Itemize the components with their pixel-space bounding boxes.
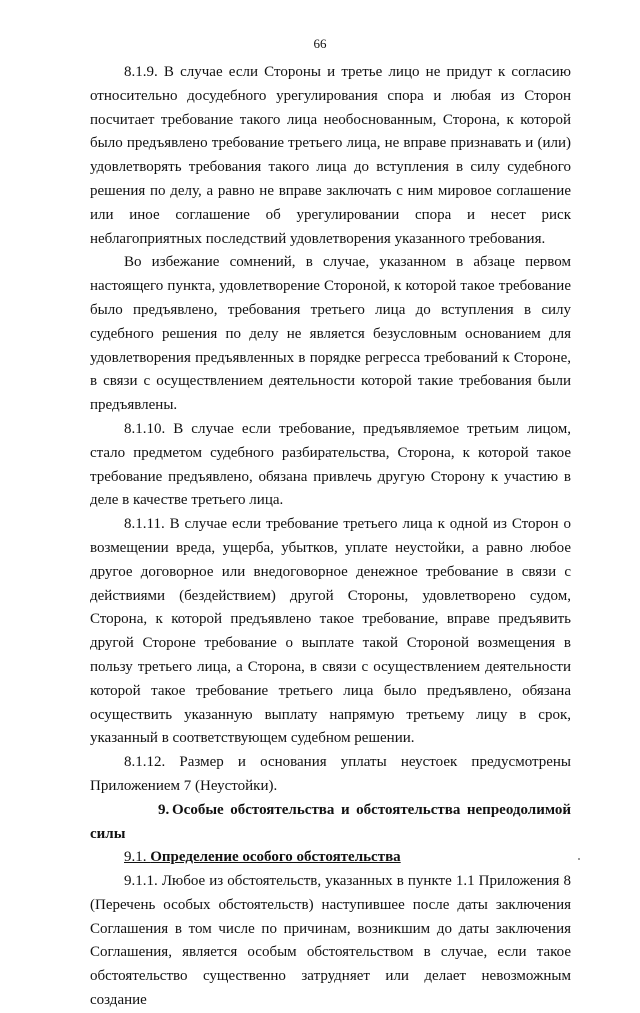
subsection-heading-9-1 [90, 846, 571, 870]
scan-dot [578, 858, 580, 860]
page-number: 66 [313, 36, 327, 51]
subsection-title: Определение особого обстоятельства [150, 849, 401, 866]
section-title: Особые обстоятельства и обстоятельства непреодолимой силы [90, 801, 571, 842]
subsection-number: 9.1. [124, 849, 151, 866]
paragraph-8-1-10: 8.1.10. В случае если требование, предъявляемое третьим лицом, стало предметом судебного разбирательства, Сторона, к которой такое требование предъявлено, обязана привлечь другую Сторону к участию в деле в качестве третьего лица. [90, 420, 571, 509]
paragraph-8-1-9-clarification: Во избежание сомнений, в случае, указанном в абзаце первом настоящего пункта, удовлетворение Стороной, к которой такое требование было предъявлено, требования третьего лица до вступления в силу судебного решения по делу не является безусловным основанием для удовлетворения предъявленных в порядке регресса требований к Стороне, в связи с осуществлением деятельности которой такие требования были предъявлены. [90, 254, 571, 414]
document-body [90, 61, 571, 1013]
section-number: 9. [158, 801, 170, 818]
paragraph-8-1-9: 8.1.9. В случае если Стороны и третье лицо не придут к согласию относительно досудебного урегулирования спора и любая из Сторон посчитает требование такого лица необоснованным, Сторона, к которой было предъявлено требование третьего лица, не вправе признавать и (или) удовлетворять требования такого лица до вступления в силу судебного решения по делу, а равно не вправе заключать с ним мировое соглашение или иное соглашение об урегулировании спора и несет риск неблагоприятных последствий удовлетворения указанного требования. [90, 64, 571, 247]
paragraph-8-1-12: 8.1.12. Размер и основания уплаты неустоек предусмотрены Приложением 7 (Неустойки). [90, 754, 571, 794]
section-heading-9 [90, 799, 571, 847]
paragraph-8-1-11: 8.1.11. В случае если требование третьего лица к одной из Сторон о возмещении вреда, ущерба, убытков, уплате неустойки, а равно любое другое договорное или внедоговорное денежное требование в связи с действиями (бездействием) другой Стороны, удовлетворено судом, Сторона, к которой предъявлено такое требование, вправе предъявить другой Стороне требование о выплате такой Стороной возмещения в пользу третьего лица, а Сторона, в связи с осуществлением деятельности которой такое требование третьего лица было предъявлено, обязана осуществить указанную выплату напрямую третьему лицу в срок, указанный в соответствующем судебном решении. [90, 516, 571, 747]
paragraph-9-1-1: 9.1.1. Любое из обстоятельств, указанных в пункте 1.1 Приложения 8 (Перечень особых обстоятельств) наступившее после даты заключения Соглашения в том числе по причинам, возникшим до даты заключения Соглашения, является особым обстоятельством в случае, если такое обстоятельство существенно затрудняет или делает невозможным создание [90, 873, 571, 1009]
